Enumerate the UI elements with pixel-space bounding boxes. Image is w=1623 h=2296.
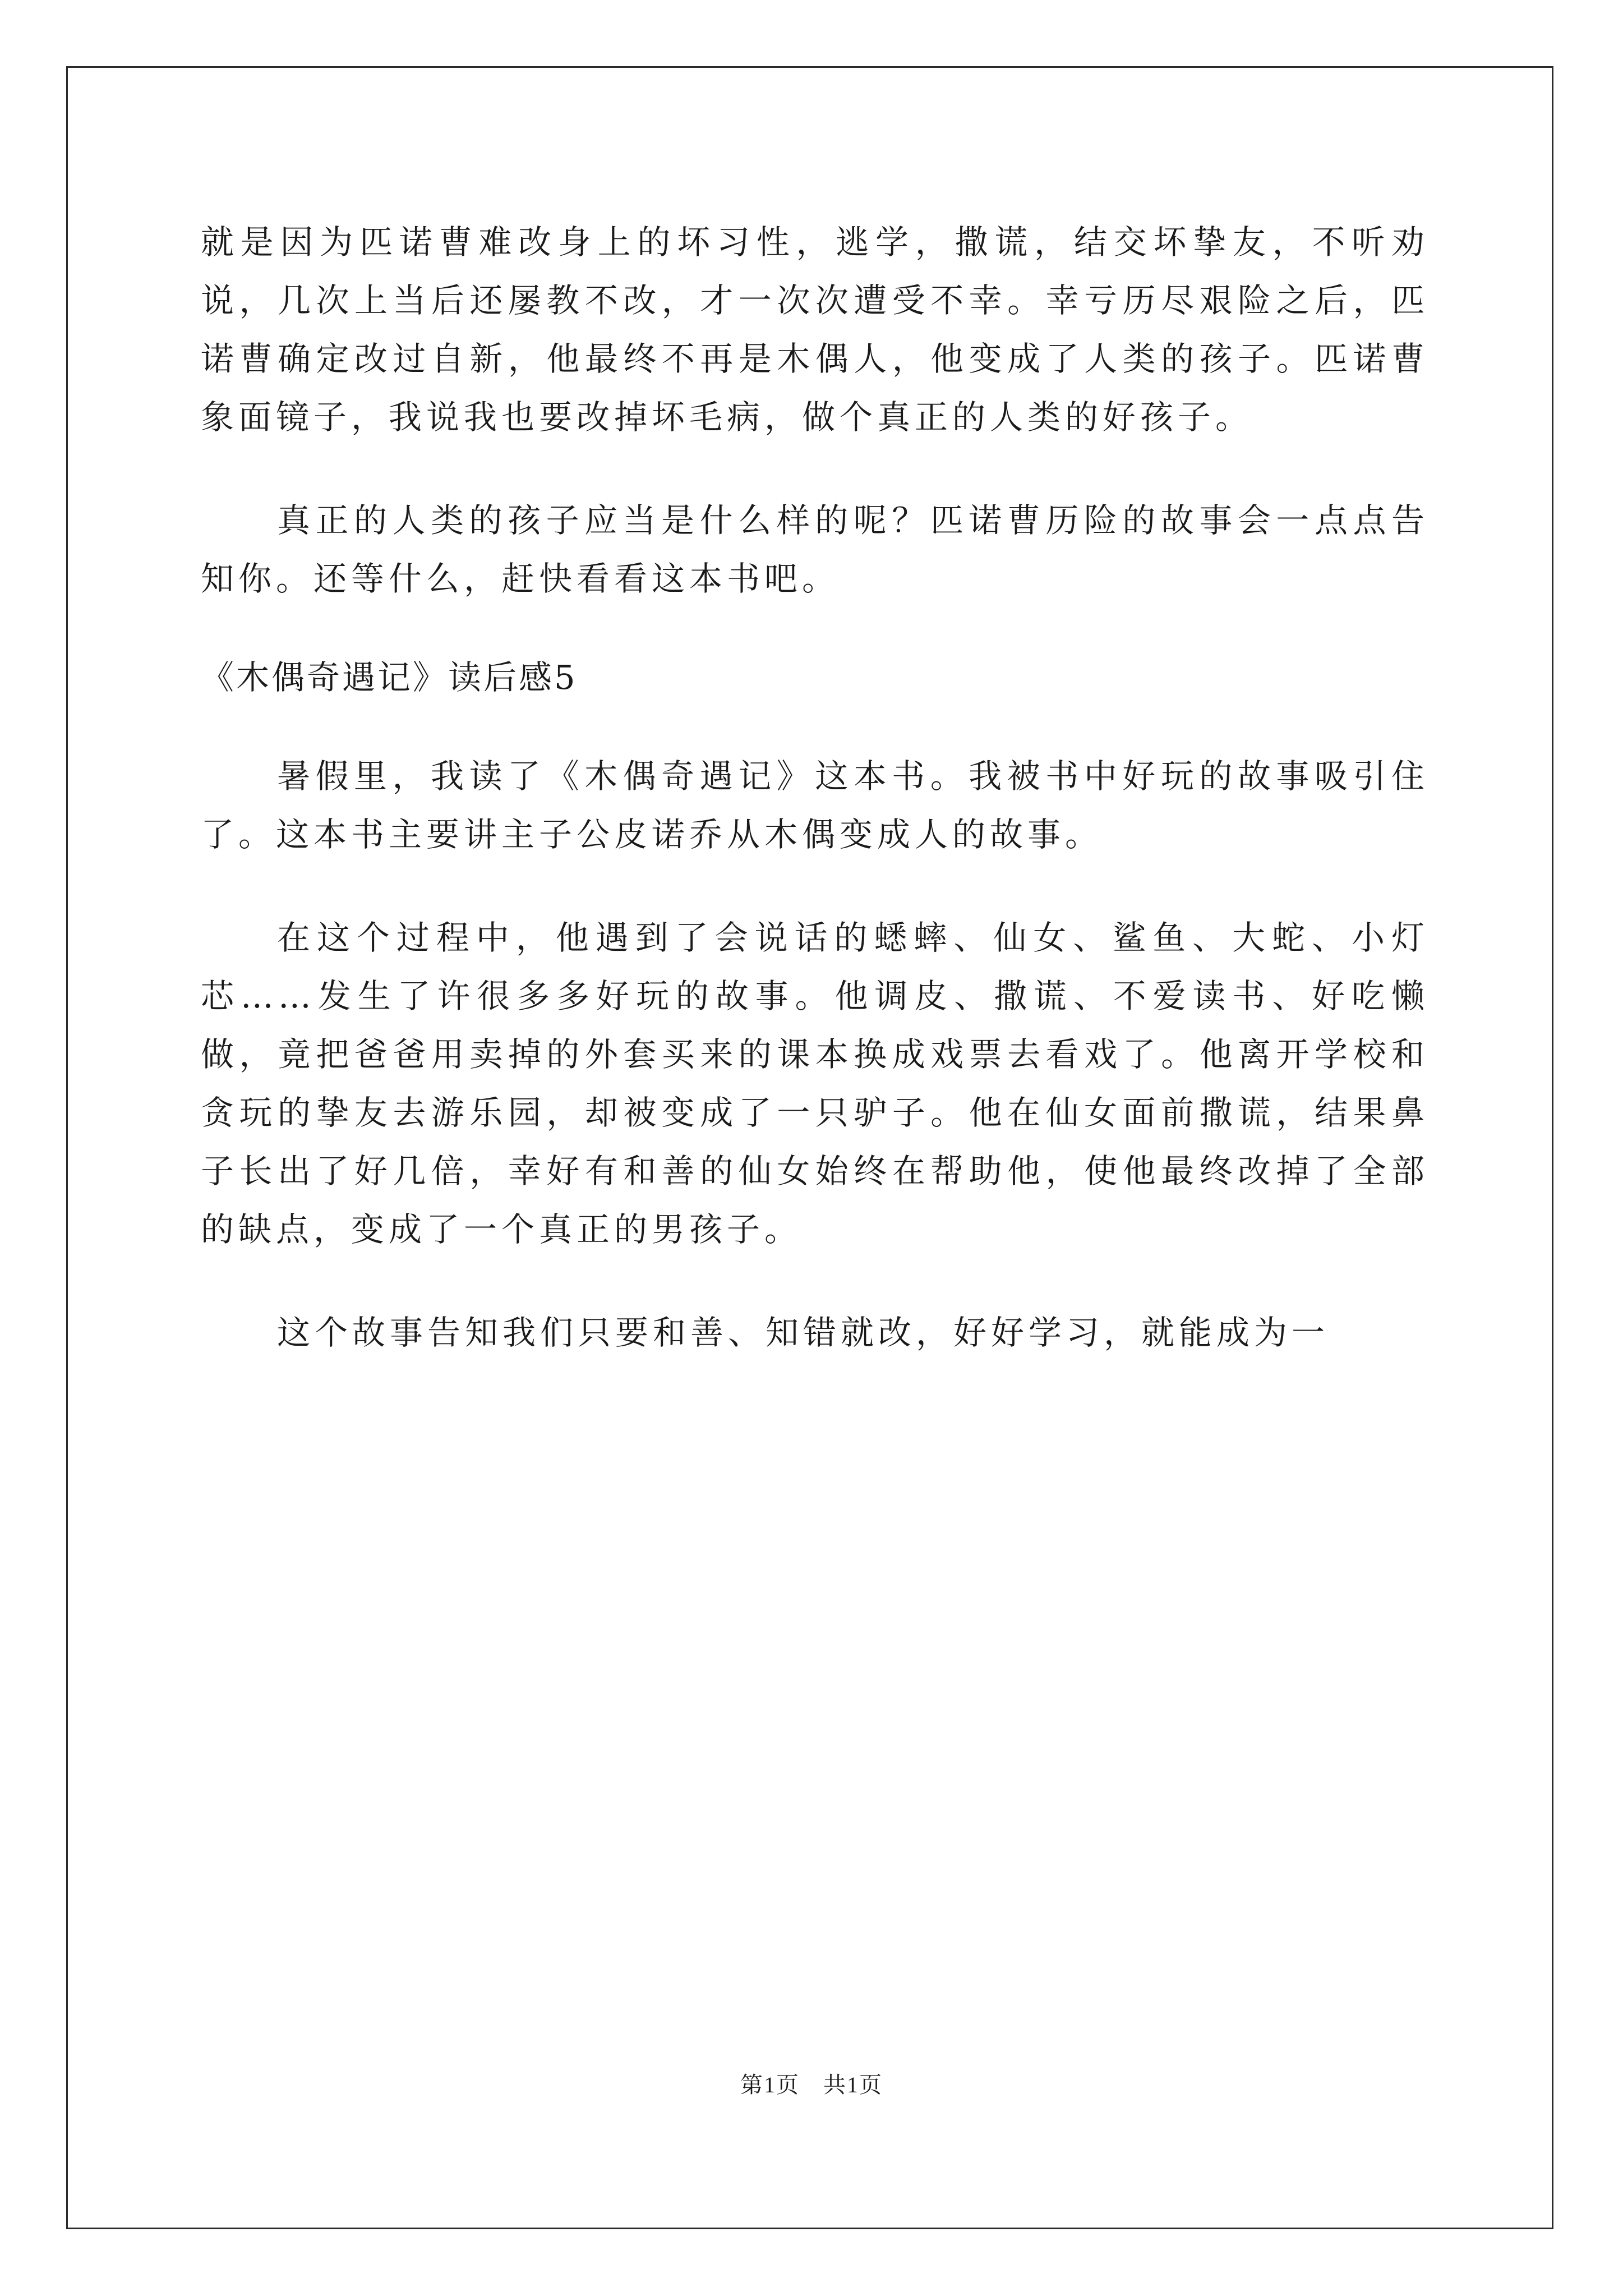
page-number-footer: 第1页 共1页 — [740, 2072, 883, 2097]
section-heading: 《木偶奇遇记》读后感5 — [201, 658, 578, 697]
document-body — [201, 213, 1429, 1407]
paragraph: 在这个过程中，他遇到了会说话的蟋蟀、仙女、鲨鱼、大蛇、小灯芯……发生了许很多多好玩的故事。他调皮、撒谎、不爱读书、好吃懒做，竟把爸爸用卖掉的外套买来的课本换成戏票去看戏了。他离开学校和贪玩的挚友去游乐园，却被变成了一只驴子。他在仙女面前撒谎，结果鼻子长出了好几倍，幸好有和善的仙女始终在帮助他，使他最终改掉了全部的缺点，变成了一个真正的男孩子。 — [201, 918, 1429, 1249]
paragraph: 暑假里，我读了《木偶奇遇记》这本书。我被书中好玩的故事吸引住了。这本书主要讲主子公皮诺乔从木偶变成人的故事。 — [201, 757, 1429, 854]
paragraph: 这个故事告知我们只要和善、知错就改，好好学习，就能成为一 — [277, 1313, 1330, 1352]
paragraph: 真正的人类的孩子应当是什么样的呢？匹诺曹历险的故事会一点点告知你。还等什么，赶快看看这本书吧。 — [201, 501, 1429, 598]
paragraph: 就是因为匹诺曹难改身上的坏习性，逃学，撒谎，结交坏挚友，不听劝说，几次上当后还屡教不改，才一次次遭受不幸。幸亏历尽艰险之后，匹诺曹确定改过自新，他最终不再是木偶人，他变成了人类的孩子。匹诺曹象面镜子，我说我也要改掉坏毛病，做个真正的人类的好孩子。 — [201, 223, 1429, 436]
